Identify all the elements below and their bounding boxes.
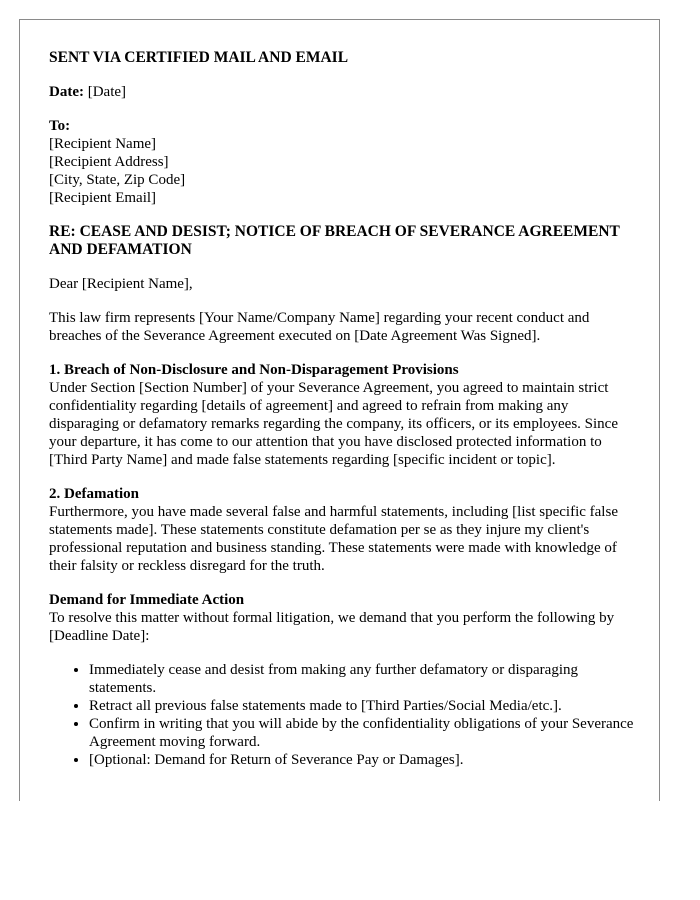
intro-paragraph: This law firm represents [Your Name/Company Name] regarding your recent conduct and breaches of the Severance Agreement executed on [Date Agreement Was Signed].	[49, 310, 590, 344]
section-title: 2. Defamation	[49, 486, 139, 502]
subject-line: RE: CEASE AND DESIST; NOTICE OF BREACH OF SEVERANCE AGREEMENT AND DEFAMATION	[49, 223, 620, 258]
list-item: • Confirm in writing that you will abide by the confidentiality obligations of your Severance Agreement moving forward.	[89, 715, 639, 751]
letter-content	[49, 49, 639, 769]
date-value: [Date]	[87, 84, 127, 100]
section-title: Demand for Immediate Action	[49, 592, 245, 608]
sent-via-line: SENT VIA CERTIFIED MAIL AND EMAIL	[49, 49, 349, 66]
recipient-email: [Recipient Email]	[49, 190, 157, 206]
list-item: • [Optional: Demand for Return of Severance Pay or Damages].	[89, 751, 639, 769]
section-body: Under Section [Section Number] of your Severance Agreement, you agreed to maintain strict confidentiality regarding [details of agreement] and agreed to refrain from making any disparaging or defamatory remarks regarding the company, its officers, or its employees. Since your departure, it has come to our attention that you have disclosed protected information to [Third Party Name] and made false statements regarding [specific incident or topic].	[49, 380, 618, 468]
section-defamation	[49, 485, 639, 575]
section-body: To resolve this matter without formal litigation, we demand that you perform the following by [Deadline Date]:	[49, 610, 615, 644]
list-item: • Retract all previous false statements made to [Third Parties/Social Media/etc.].	[89, 697, 639, 715]
section-breach	[49, 361, 639, 469]
demand-list	[49, 661, 639, 769]
to-label: To:	[49, 118, 71, 134]
date-label: Date:	[49, 84, 84, 100]
list-item: • Immediately cease and desist from making any further defamatory or disparaging statements.	[89, 661, 639, 697]
section-demand	[49, 591, 639, 769]
recipient-name: [Recipient Name]	[49, 136, 157, 152]
date-line	[49, 83, 639, 101]
recipient-city-state-zip: [City, State, Zip Code]	[49, 172, 186, 188]
recipient-address: [Recipient Address]	[49, 154, 169, 170]
section-body: Furthermore, you have made several false and harmful statements, including [list specific false statements made]. These statements constitute defamation per se as they injure my client's professional reputation and business standing. These statements were made with knowledge of their falsity or reckless disregard for the truth.	[49, 504, 618, 574]
salutation: Dear [Recipient Name],	[49, 276, 193, 292]
section-title: 1. Breach of Non-Disclosure and Non-Disparagement Provisions	[49, 362, 459, 378]
letter-page	[19, 19, 660, 801]
recipient-block	[49, 117, 639, 207]
